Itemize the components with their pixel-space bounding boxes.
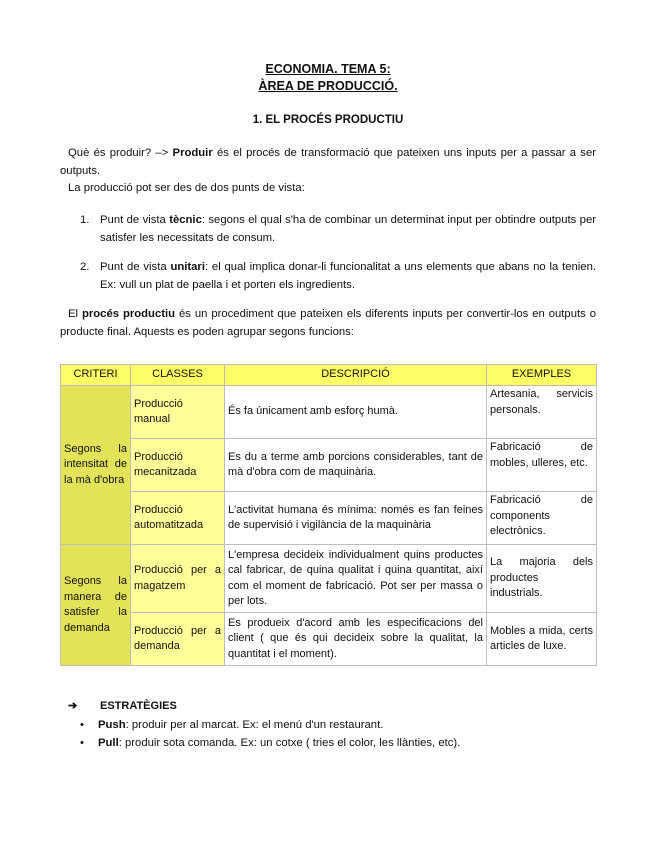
strategy-name: Push: [98, 719, 126, 731]
bullet-icon: •: [80, 737, 84, 749]
bullet-icon: •: [80, 719, 84, 731]
process-paragraph: [60, 306, 596, 341]
title-line-1: ECONOMIA. TEMA 5:: [265, 62, 391, 76]
list-rest: : el qual implica donar-li funcionalitat a uns elements que abans no la tenien. Ex: vull un plat de paella i et porten els ingredients.: [100, 261, 597, 291]
class-cell: Producció per a magatzem: [131, 545, 225, 613]
description-cell: Es produeix d'acord amb les especificacions del client ( que és qui decideix sobre la qualitat, la quantitat i el moment).: [225, 613, 487, 666]
production-table: [60, 364, 597, 666]
strategies-heading: [68, 699, 177, 712]
header-classes: CLASSES: [131, 365, 225, 386]
process-pre: El: [68, 308, 82, 320]
strategy-desc: : produir per al marcat. Ex: el menú d'un restaurant.: [125, 719, 384, 731]
section-heading: 1. EL PROCÉS PRODUCTIU: [252, 114, 404, 126]
header-exemples: EXEMPLES: [487, 365, 597, 386]
strategy-name: Pull: [98, 737, 119, 749]
table-row: [61, 439, 597, 492]
description-cell: L'empresa decideix individualment quins productes cal fabricar, de quina qualitat i quina quantitat, així com el moment de fabricació. Pot ser per massa o per lots.: [225, 545, 487, 613]
list-item: [80, 735, 460, 752]
table-header-row: [61, 365, 597, 386]
criteria-cell: Segons la intensitat de la mà d'obra: [61, 386, 131, 545]
list-number: 2.: [80, 261, 90, 273]
examples-cell: Fabricació de mobles, ulleres, etc.: [487, 439, 597, 492]
list-bold: tècnic: [169, 214, 202, 226]
title-line-2: ÀREA DE PRODUCCIÓ.: [258, 79, 398, 93]
examples-cell: La majoria dels productes industrials.: [487, 545, 597, 613]
class-cell: Producció mecanitzada: [131, 439, 225, 492]
description-cell: Es du a terme amb porcions considerables, tant de mà d'obra com de maquinària.: [225, 439, 487, 492]
list-number: 1.: [80, 214, 90, 226]
intro-rest: és el procés de transformació que pateixen uns inputs per a passar a ser outputs.: [60, 147, 597, 177]
description-cell: L'activitat humana és mínima: només es fan feines de supervisió i vigilància de la maquinària: [225, 492, 487, 545]
table-row: [61, 386, 597, 439]
list-bold: unitari: [170, 261, 205, 273]
list-item: [80, 717, 383, 734]
examples-cell: Artesania, servicis personals.: [487, 386, 597, 439]
table-row: [61, 492, 597, 545]
examples-cell: Mobles a mida, certs articles de luxe.: [487, 613, 597, 666]
description-cell: És fa únicament amb esforç humà.: [225, 386, 487, 439]
intro-paragraph: [60, 145, 596, 180]
class-cell: Producció per a demanda: [131, 613, 225, 666]
header-descripcio: DESCRIPCIÓ: [225, 365, 487, 386]
list-pre: Punt de vista: [100, 261, 171, 273]
header-criteri: CRITERI: [61, 365, 131, 386]
table-row: [61, 545, 597, 613]
intro-bold: Produir: [172, 147, 213, 159]
arrow-right-icon: ➔: [68, 700, 78, 712]
class-cell: Producció automatitzada: [131, 492, 225, 545]
list-rest: : segons el qual s'ha de combinar un determinat input per obtindre outputs per satisfer les necessitats de consum.: [100, 214, 596, 244]
list-pre: Punt de vista: [100, 214, 170, 226]
strategies-label: ESTRATÈGIES: [100, 700, 177, 712]
intro-line-2: La producció pot ser des de dos punts de vista:: [68, 182, 305, 194]
doc-title: [60, 61, 596, 95]
strategy-desc: : produir sota comanda. Ex: un cotxe ( tries el color, les llànties, etc).: [118, 737, 461, 749]
table-row: [61, 613, 597, 666]
list-item: [80, 259, 596, 294]
intro-question: Què és produir? –>: [68, 147, 173, 159]
class-cell: Producció manual: [131, 386, 225, 439]
examples-cell: Fabricació de components electrònics.: [487, 492, 597, 545]
list-item: [80, 212, 596, 247]
process-rest: és un procediment que pateixen els diferents inputs per convertir-los en outputs o producte final. Aquests es poden agrupar segons funcions:: [60, 308, 596, 338]
criteria-cell: Segons la manera de satisfer la demanda: [61, 545, 131, 666]
process-bold: procés productiu: [81, 308, 176, 320]
